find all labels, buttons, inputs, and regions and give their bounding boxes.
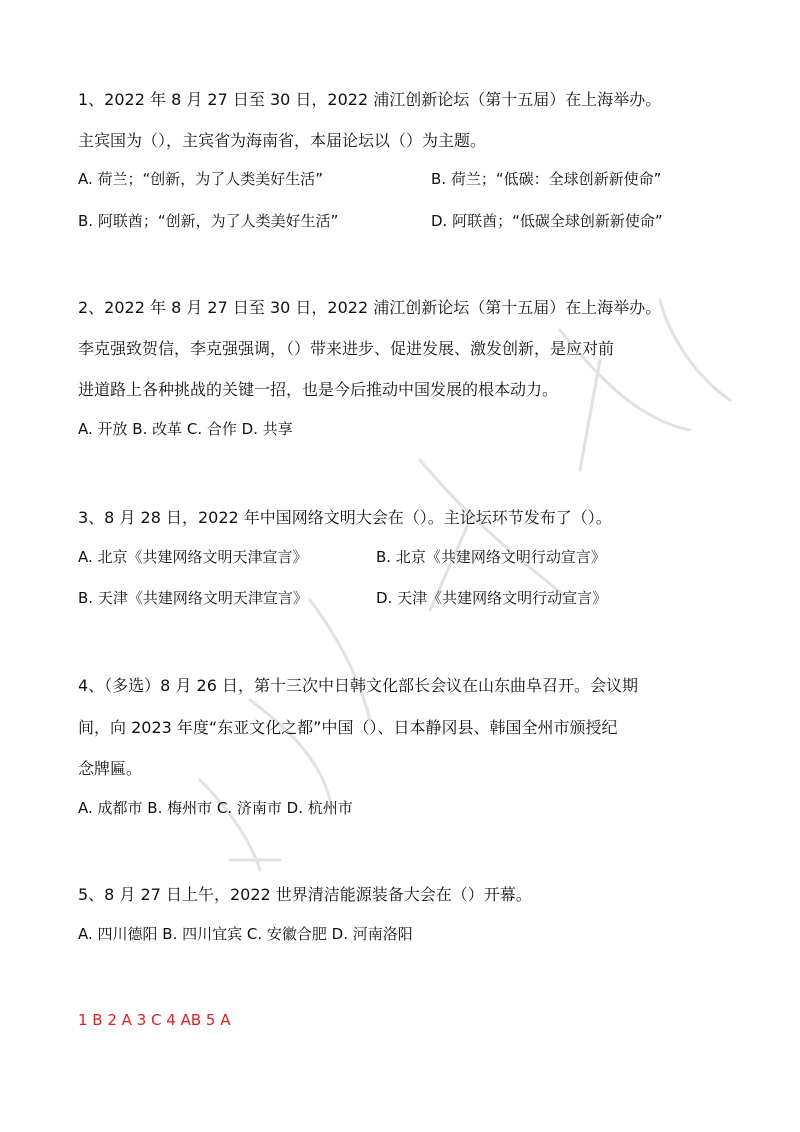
question-4 [78,674,738,820]
options-line: A. 四川德阳 B. 四川宜宾 C. 安徽合肥 D. 河南洛阳 [78,925,413,943]
question-text: 3、8 月 28 日，2022 年中国网络文明大会在（）。主论坛环节发布了（）。 [78,508,612,527]
question-text: 5、8 月 27 日上午，2022 世界清洁能源装备大会在（）开幕。 [78,885,532,904]
question-text: 2、2022 年 8 月 27 日至 30 日，2022 浦江创新论坛（第十五届）在上海举办。 [78,298,662,317]
question-text: 主宾国为（），主宾省为海南省，本届论坛以（）为主题。 [78,131,487,150]
option-b: B. 阿联酋；“创新，为了人类美好生活” [78,212,339,230]
question-3 [78,506,738,610]
options-line: A. 成都市 B. 梅州市 C. 济南市 D. 杭州市 [78,799,353,817]
option-d: D. 天津《共建网络文明行动宣言》 [376,589,608,607]
options-row [78,587,738,610]
option-b: B. 荷兰；“低碳：全球创新新使命” [431,170,662,188]
options-row [78,168,738,191]
question-text: 1、2022 年 8 月 27 日至 30 日，2022 浦江创新论坛（第十五届）在上海举办。 [78,90,662,109]
question-text: 念牌匾。 [78,759,143,778]
answer-key: 1 B 2 A 3 C 4 AB 5 A [78,1011,231,1029]
question-5 [78,883,738,946]
option-a: A. 荷兰；“创新，为了人类美好生活” [78,170,324,188]
question-2 [78,296,738,441]
question-text: 4、（多选）8 月 26 日，第十三次中日韩文化部长会议在山东曲阜召开。会议期 [78,676,638,695]
option-b: B. 天津《共建网络文明天津宣言》 [78,589,308,607]
option-d: D. 阿联酋；“低碳全球创新新使命” [431,212,663,230]
question-text: 进道路上各种挑战的关键一招，也是今后推动中国发展的根本动力。 [78,380,559,399]
question-text: 李克强致贺信，李克强强调，（）带来进步、促进发展、激发创新，是应对前 [78,339,615,358]
question-text: 间，向 2023 年度“东亚文化之都”中国（）、日本静冈县、韩国全州市颁授纪 [78,718,618,737]
options-line: A. 开放 B. 改革 C. 合作 D. 共享 [78,420,293,438]
question-1 [78,88,738,233]
option-a: A. 北京《共建网络文明天津宣言》 [78,548,308,566]
options-row [78,210,738,233]
options-row [78,546,738,569]
option-b: B. 北京《共建网络文明行动宣言》 [376,548,606,566]
